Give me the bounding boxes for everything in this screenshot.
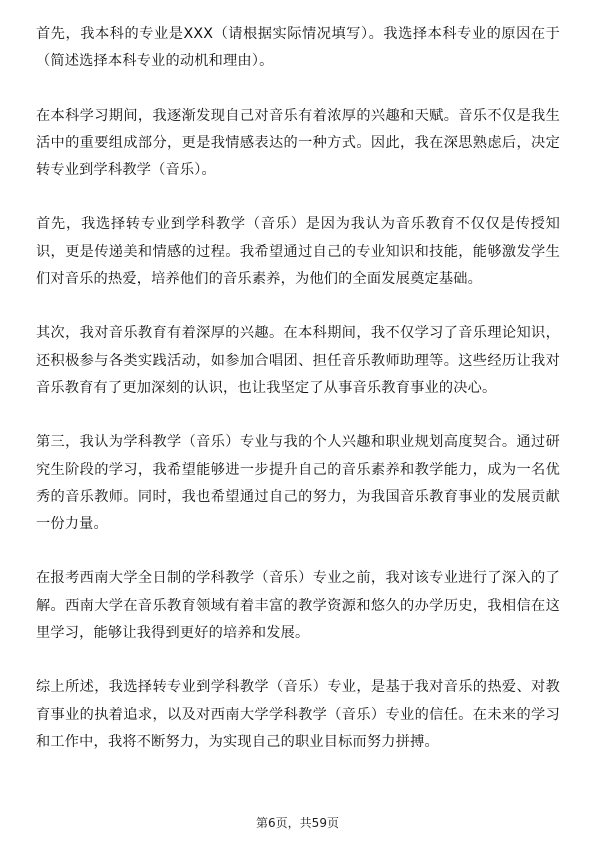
document-body	[36, 21, 560, 783]
paragraph-4: 其次，我对音乐教育有着深厚的兴趣。在本科期间，我不仅学习了音乐理论知识，还积极参与各类实践活动，如参加合唱团、担任音乐教师助理等。这些经历让我对音乐教育有了更加深刻的认识，也让我坚定了从事音乐教育事业的决心。	[36, 325, 560, 396]
page-number-footer: 第6页，共59页	[256, 816, 339, 830]
paragraph-2: 在本科学习期间，我逐渐发现自己对音乐有着浓厚的兴趣和天赋。音乐不仅是我生活中的重要组成部分，更是我情感表达的一种方式。因此，我在深思熟虑后，决定转专业到学科教学（音乐）。	[36, 107, 560, 179]
paragraph-7: 综上所述，我选择转专业到学科教学（音乐）专业，是基于我对音乐的热爱、对教育事业的执着追求，以及对西南大学学科教学（音乐）专业的信任。在未来的学习和工作中，我将不断努力，为实现自己的职业目标而努力拼搏。	[36, 679, 560, 750]
paragraph-3: 首先，我选择转专业到学科教学（音乐）是因为我认为音乐教育不仅仅是传授知识，更是传递美和情感的过程。我希望通过自己的专业知识和技能，能够激发学生们对音乐的热爱，培养他们的音乐素养，为他们的全面发展奠定基础。	[36, 216, 560, 288]
paragraph-5: 第三，我认为学科教学（音乐）专业与我的个人兴趣和职业规划高度契合。通过研究生阶段的学习，我希望能够进一步提升自己的音乐素养和教学能力，成为一名优秀的音乐教师。同时，我也希望通过自己的努力，为我国音乐教育事业的发展贡献一份力量。	[36, 434, 560, 533]
paragraph-1: 首先，我本科的专业是XXX（请根据实际情况填写）。我选择本科专业的原因在于（简述选择本科专业的动机和理由）。	[36, 26, 560, 70]
paragraph-6: 在报考西南大学全日制的学科教学（音乐）专业之前，我对该专业进行了深入的了解。西南大学在音乐教育领域有着丰富的教学资源和悠久的办学历史，我相信在这里学习，能够让我得到更好的培养和发展。	[36, 570, 560, 642]
